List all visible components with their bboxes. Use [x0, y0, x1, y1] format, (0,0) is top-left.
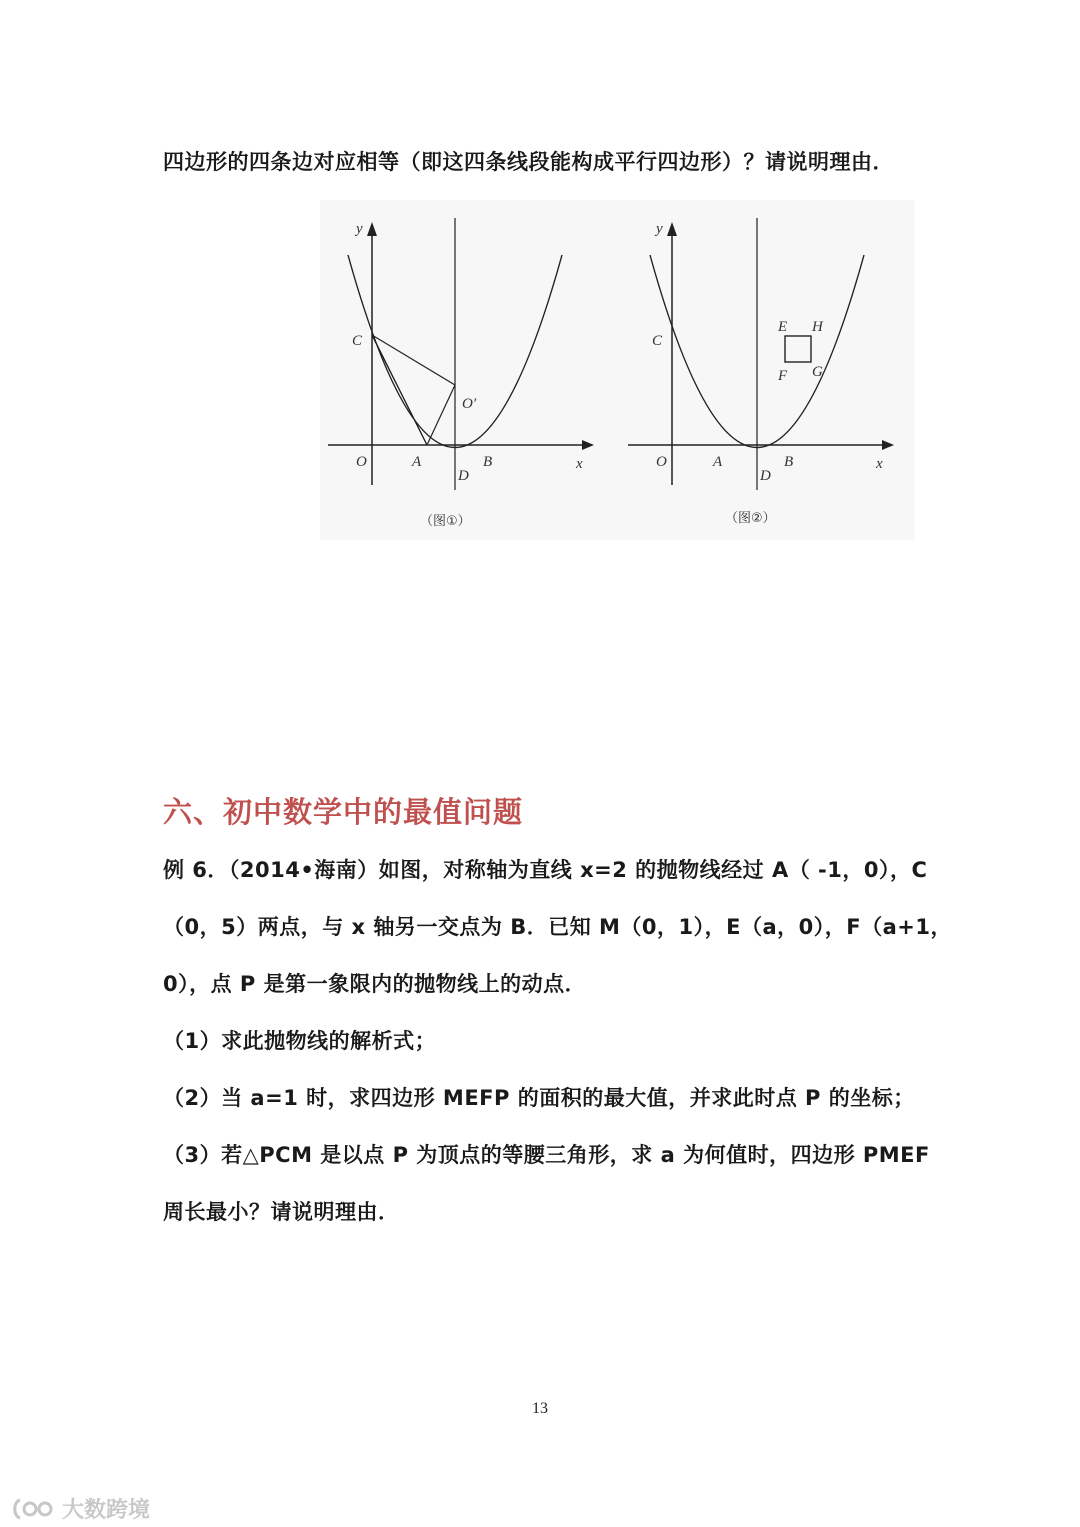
problem-part-2: （2）当 a=1 时，求四边形 MEFP 的面积的最大值，并求此时点 P 的坐标；	[163, 1086, 915, 1110]
intro-line: 四边形的四条边对应相等（即这四条线段能构成平行四边形）？请说明理由．	[163, 150, 894, 174]
problem-part-1: （1）求此抛物线的解析式；	[163, 1029, 437, 1053]
label-d-1: D	[458, 468, 469, 484]
label-a-2: A	[713, 454, 723, 470]
watermark-text: 大数跨境	[62, 1498, 151, 1523]
caption-figure-2: （图②）	[725, 511, 776, 526]
label-o-prime: O′	[462, 396, 477, 412]
problem-line-2: （0，5）两点，与 x 轴另一交点为 B．已知 M（0，1），E（a，0），F（a+1，	[163, 915, 952, 939]
figure-2	[628, 218, 894, 526]
y-arrow-1	[367, 222, 377, 236]
x-arrow-2	[882, 440, 894, 450]
problem-part-3-cont: 周长最小？请说明理由．	[163, 1200, 400, 1224]
square-efgh	[785, 336, 811, 362]
figure-1	[328, 218, 594, 529]
label-x-2: x	[876, 456, 883, 472]
segment-o-prime-a	[427, 385, 455, 445]
label-h: H	[812, 319, 823, 335]
parabola-figures	[320, 200, 915, 540]
label-a-1: A	[412, 454, 422, 470]
label-o-1: O	[356, 454, 367, 470]
label-e: E	[778, 319, 788, 335]
label-f: F	[778, 368, 788, 384]
figure-panel	[320, 200, 915, 540]
label-d-2: D	[760, 468, 771, 484]
label-c-1: C	[352, 333, 363, 349]
problem-line-1: 例 6．（2014•海南）如图，对称轴为直线 x=2 的抛物线经过 A（ -1，0），C	[163, 858, 928, 882]
label-y-2: y	[656, 221, 663, 237]
x-arrow-1	[582, 440, 594, 450]
caption-figure-1: （图①）	[420, 514, 471, 529]
label-o-2: O	[656, 454, 667, 470]
watermark-logo-icon	[10, 1496, 56, 1522]
problem-line-3: 0），点 P 是第一象限内的抛物线上的动点．	[163, 972, 587, 996]
section-heading: 六、初中数学中的最值问题	[163, 795, 524, 829]
label-c-2: C	[652, 333, 663, 349]
watermark	[10, 1493, 150, 1524]
y-arrow-2	[667, 222, 677, 236]
label-x-1: x	[576, 456, 583, 472]
label-b-1: B	[483, 454, 493, 470]
label-b-2: B	[784, 454, 794, 470]
label-g: G	[812, 364, 823, 380]
page-number: 13	[532, 1400, 548, 1417]
problem-part-3: （3）若△PCM 是以点 P 为顶点的等腰三角形，求 a 为何值时，四边形 PMEF	[163, 1143, 930, 1167]
label-y-1: y	[356, 221, 363, 237]
